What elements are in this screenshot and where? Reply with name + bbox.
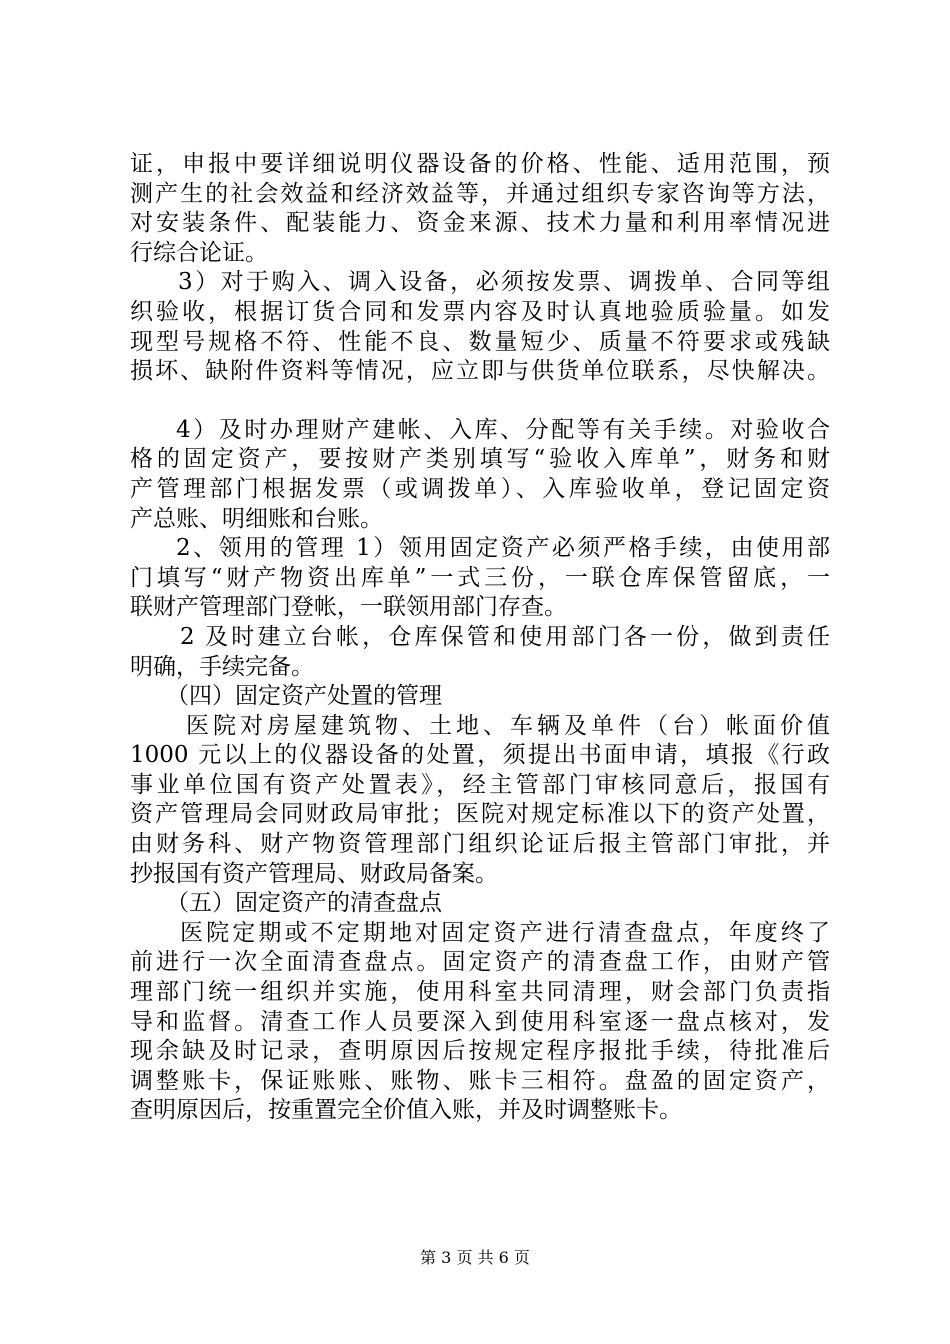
paragraph-line: 3）对于购入、调入设备，必须按发票、调拨单、合同等组	[178, 269, 830, 296]
paragraph-line: 前进行一次全面清查盘点。固定资产的清查盘工作，由财产管	[130, 949, 830, 976]
paragraph-line: 对安装条件、配装能力、资金来源、技术力量和利用率情况进	[130, 210, 830, 237]
paragraph-line: 门填写“财产物资出库单”一式三份，一联仓库保管留底，一	[130, 564, 830, 591]
paragraph-line: 产总账、明细账和台账。	[130, 505, 383, 532]
paragraph-gap	[130, 387, 830, 416]
paragraph-line: 医院定期或不定期地对固定资产进行清查盘点，年度终了	[180, 919, 830, 946]
paragraph-line: 2、领用的管理 1）领用固定资产必须严格手续，由使用部	[176, 535, 830, 562]
paragraph-line: 理部门统一组织并实施，使用科室共同清理，财会部门负责指	[130, 979, 830, 1006]
paragraph-line: 导和监督。清查工作人员要深入到使用科室逐一盘点核对，发	[130, 1008, 830, 1035]
section-heading: （五）固定资产的清查盘点	[166, 890, 442, 917]
paragraph-line: 调整账卡，保证账账、账物、账卡三相符。盘盈的固定资产，	[130, 1067, 830, 1094]
paragraph-line: 联财产管理部门登帐，一联领用部门存查。	[130, 594, 567, 621]
paragraph-line: 由财务科、财产物资管理部门组织论证后报主管部门审批，并	[130, 831, 830, 858]
section-heading: （四）固定资产处置的管理	[166, 683, 442, 710]
body-text	[130, 150, 830, 1126]
paragraph-line: 1000 元以上的仪器设备的处置，须提出书面申请，填报《行政	[130, 742, 830, 769]
paragraph-line: 织验收，根据订货合同和发票内容及时认真地验质验量。如发	[130, 298, 830, 325]
paragraph-line: 明确，手续完备。	[130, 653, 314, 680]
paragraph-line: 现型号规格不符、性能不良、数量短少、质量不符要求或残缺	[130, 328, 830, 355]
paragraph-line: 资产管理局会同财政局审批；医院对规定标准以下的资产处置，	[130, 801, 830, 828]
paragraph-line: 2 及时建立台帐，仓库保管和使用部门各一份，做到责任	[180, 623, 830, 650]
paragraph-line: 行综合论证。	[130, 239, 268, 266]
paragraph-line: 事业单位国有资产处置表》，经主管部门审核同意后，报国有	[130, 771, 830, 798]
page-number: 第 3 页 共 6 页	[420, 1248, 530, 1267]
paragraph-line: 4）及时办理财产建帐、入库、分配等有关手续。对验收合	[176, 416, 830, 443]
paragraph-line: 医院对房屋建筑物、土地、车辆及单件（台）帐面价值	[186, 712, 830, 739]
paragraph-line: 证，申报中要详细说明仪器设备的价格、性能、适用范围，预	[130, 151, 830, 177]
paragraph-line: 损坏、缺附件资料等情况，应立即与供货单位联系，尽快解决。	[130, 358, 830, 385]
paragraph-line: 测产生的社会效益和经济效益等，并通过组织专家咨询等方法，	[130, 180, 830, 207]
paragraph-line: 现余缺及时记录，查明原因后按规定程序报批手续，待批准后	[130, 1038, 830, 1065]
paragraph-line: 查明原因后，按重置完全价值入账，并及时调整账卡。	[130, 1097, 682, 1124]
paragraph-line: 抄报国有资产管理局、财政局备案。	[130, 860, 498, 887]
paragraph-line: 产管理部门根据发票（或调拨单）、入库验收单，登记固定资	[130, 475, 830, 502]
paragraph-line: 格的固定资产，要按财产类别填写“验收入库单”，财务和财	[130, 446, 830, 473]
